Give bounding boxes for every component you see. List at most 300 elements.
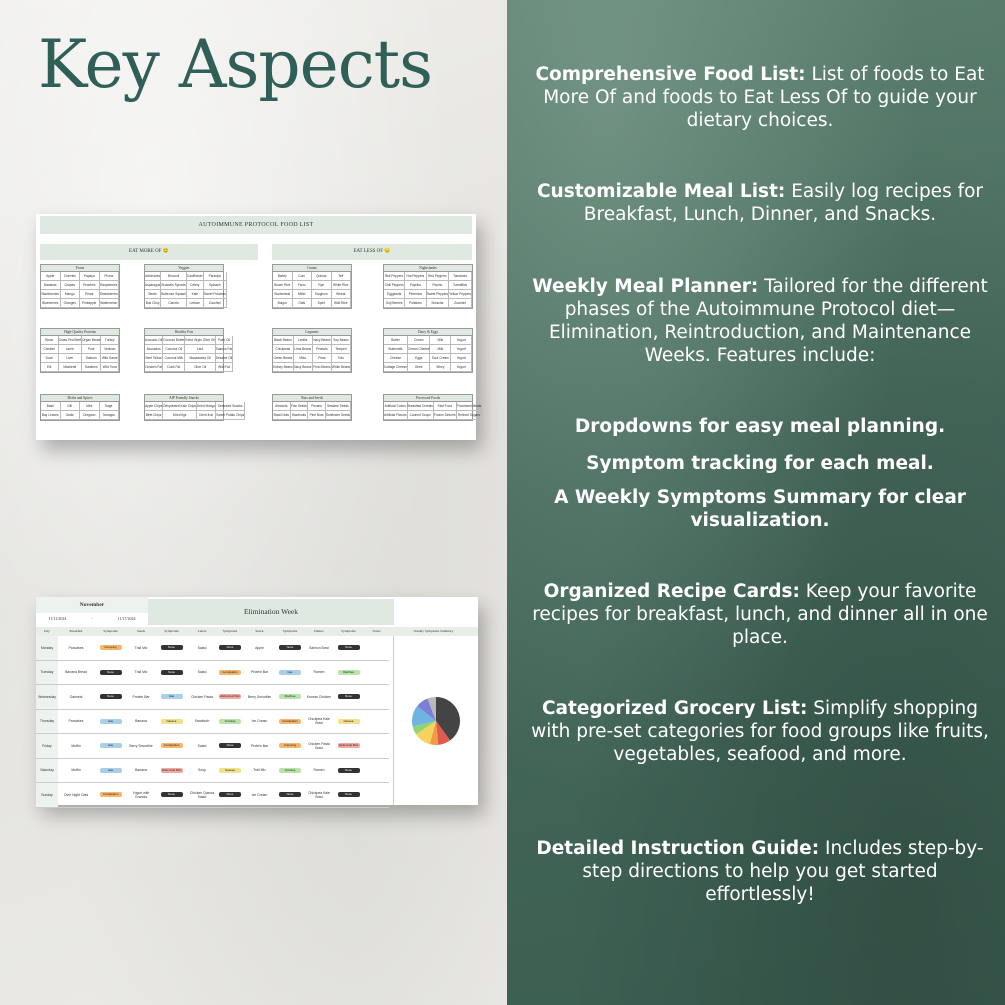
- food-item: Tarragon: [100, 411, 120, 420]
- feature-grocery-list: Categorized Grocery List: Simplify shopping with pre-set categories for food groups like fruits, vegetables, seafood, and more.: [531, 698, 989, 765]
- food-item: Macadamia Oil: [185, 354, 215, 363]
- food-category-title: Veggies: [145, 265, 223, 272]
- meal-cell[interactable]: Protein Bar: [251, 743, 268, 748]
- symptom-dropdown[interactable]: Gas: [279, 670, 301, 675]
- food-item: Canned Soups: [408, 411, 434, 420]
- symptom-dropdown[interactable]: None: [100, 694, 122, 699]
- symptom-dropdown[interactable]: Cramping: [279, 743, 301, 748]
- planner-row: [36, 783, 389, 808]
- date-end: 11/17/2024: [117, 616, 136, 621]
- food-item: Salmon Fat: [216, 345, 233, 354]
- symptom-dropdown[interactable]: Gas: [161, 694, 183, 699]
- planner-row: [36, 685, 389, 710]
- food-item: Papaya: [80, 272, 100, 281]
- food-item: Chili Peppers: [384, 281, 405, 290]
- food-category-title: Fruits: [41, 265, 119, 272]
- meal-cell[interactable]: Chicken Quinoa Salad: [189, 790, 215, 799]
- symptom-dropdown[interactable]: Gas: [100, 768, 122, 773]
- food-item: Pine Nuts: [308, 411, 326, 420]
- symptom-dropdown[interactable]: Nausea: [219, 768, 241, 773]
- food-category-title: High-Quality Proteins: [41, 329, 119, 336]
- food-item: Artichokes: [145, 272, 161, 281]
- symptom-cell: [275, 694, 305, 699]
- food-item: Lard: [185, 345, 215, 354]
- weekly-symptoms-summary: [393, 636, 478, 805]
- food-item: Garlic: [61, 411, 81, 420]
- planner-day: Wednesday: [36, 685, 58, 709]
- food-item: Potatoes: [405, 299, 426, 308]
- symptom-cell: [155, 768, 188, 773]
- symptom-dropdown[interactable]: Diarrhea: [338, 670, 360, 675]
- food-list-header: AUTOIMMUNE PROTOCOL FOOD LIST: [40, 216, 472, 234]
- food-item: Brazil Nuts: [273, 411, 291, 420]
- food-item: Paprika: [405, 281, 426, 290]
- symptom-dropdown[interactable]: Nausea: [338, 719, 360, 724]
- food-item: Sorghum: [312, 290, 332, 299]
- meal-cell[interactable]: Muffin: [71, 768, 81, 773]
- symptom-cell: [333, 694, 364, 699]
- meal-cell[interactable]: Apple: [255, 645, 264, 650]
- food-item: Dill: [61, 402, 81, 411]
- planner-column-header: Symptoms: [164, 629, 179, 633]
- symptom-cell: [155, 670, 188, 675]
- food-item: Corn: [293, 272, 313, 281]
- food-category: [272, 394, 352, 421]
- food-item: Cream Cheese: [408, 345, 430, 354]
- planner-column-header: Symptoms: [282, 629, 298, 633]
- meal-cell[interactable]: Salad: [197, 645, 207, 650]
- food-item: Coconut Oil: [163, 345, 185, 354]
- food-item: Refined Sugars: [457, 411, 483, 420]
- food-category: [40, 394, 120, 421]
- symptom-dropdown[interactable]: Abdominal Pain: [161, 767, 182, 772]
- meal-cell[interactable]: Oatmeal: [69, 694, 83, 699]
- meal-cell[interactable]: Over Night Oats: [63, 792, 89, 797]
- food-item: Bell Peppers: [384, 272, 405, 281]
- food-category: [383, 394, 482, 421]
- food-item: Cherries: [61, 272, 81, 281]
- symptom-dropdown[interactable]: Gas: [100, 719, 122, 724]
- food-item: Milk: [430, 345, 451, 354]
- planner-row: [36, 636, 389, 661]
- food-item: Sour Cream: [430, 354, 451, 363]
- food-item: Salmon: [82, 354, 101, 363]
- planner-column-header: Lunch: [197, 629, 207, 633]
- eat-less-header: EAT LESS OF 😞: [272, 244, 472, 260]
- food-item: Venison: [101, 345, 119, 354]
- food-item: Cream: [408, 336, 430, 345]
- food-category-title: Herbs and Spices: [41, 395, 119, 402]
- planner-day: Friday: [36, 734, 58, 758]
- food-item: Beet Chips: [145, 411, 163, 420]
- meal-cell[interactable]: Chickpea Kale Bowl: [308, 790, 330, 799]
- planner-column-header: Symptoms: [341, 629, 356, 633]
- symptom-cell: [275, 792, 305, 797]
- meal-cell[interactable]: Muffin: [71, 743, 81, 748]
- food-item: Hazelnuts: [291, 411, 309, 420]
- meal-cell[interactable]: Banana: [135, 768, 147, 773]
- food-item: Mackerel: [59, 363, 83, 372]
- food-item: Wheat: [332, 290, 352, 299]
- food-item: Pinto Beans: [313, 363, 332, 372]
- symptom-cell: [275, 768, 305, 773]
- planner-column-header: Breakfast: [69, 629, 83, 633]
- page-title: Key Aspects: [38, 26, 433, 103]
- symptom-cell: [155, 645, 188, 650]
- food-item: Barley: [273, 272, 293, 281]
- planner-row: [36, 710, 389, 735]
- food-item: Flax Seeds: [291, 402, 309, 411]
- food-item: Organ Meats: [82, 336, 101, 345]
- symptom-dropdown[interactable]: Constipation: [219, 670, 241, 675]
- meal-cell[interactable]: Salad: [197, 670, 207, 675]
- food-category-title: Healthy Fats: [145, 329, 223, 336]
- symptom-cell: [216, 743, 244, 748]
- feature-meal-planner: Weekly Meal Planner: Tailored for the different phases of the Autoimmune Protocol diet—Elimination, Reintroduction, and Maintenance Weeks. Features include:: [532, 276, 988, 366]
- food-item: Brussels Sprouts: [161, 281, 187, 290]
- meal-cell[interactable]: Ice Cream: [251, 719, 268, 724]
- planner-column-header: Symptoms: [222, 629, 238, 633]
- food-item: Red Peppers: [427, 272, 450, 281]
- feature-meal-list: Customizable Meal List: Easily log recipes for Breakfast, Lunch, Dinner, and Snacks.: [536, 181, 984, 225]
- food-category-title: Grains: [273, 265, 351, 272]
- symptom-cell: [94, 645, 127, 650]
- food-item: Sesame Seeds: [326, 402, 351, 411]
- meal-cell[interactable]: Protein Bar: [132, 694, 150, 699]
- food-item: Dried figs: [163, 411, 197, 420]
- planner-dates: [36, 613, 148, 625]
- meal-cell[interactable]: Korean Chicken: [306, 694, 332, 699]
- symptom-dropdown[interactable]: None: [279, 645, 301, 650]
- food-item: Yogurt: [451, 354, 472, 363]
- food-item: Fast Food: [434, 402, 457, 411]
- food-item: Asparagus: [145, 281, 161, 290]
- food-item: Broccoli: [161, 272, 187, 281]
- food-category-title: AIP Friendly Snacks: [145, 395, 223, 402]
- symptom-cell: [94, 719, 127, 724]
- food-item: Zucchini: [204, 299, 227, 308]
- symptom-cell: [155, 719, 188, 724]
- food-item: Grass-Fed Beef: [59, 336, 83, 345]
- symptom-cell: [94, 743, 127, 748]
- food-item: Pimentos: [405, 290, 426, 299]
- symptom-dropdown[interactable]: None: [338, 768, 360, 773]
- planner-column-header: Dinner: [314, 629, 324, 633]
- symptom-cell: [155, 694, 188, 699]
- symptom-dropdown[interactable]: None: [279, 792, 301, 797]
- date-start: 11/11/2024: [48, 616, 67, 621]
- food-item: Wild Rice: [332, 299, 352, 308]
- planner-column-header: Symptoms: [103, 629, 118, 633]
- eat-more-header: EAT MORE OF 😊: [40, 244, 258, 260]
- food-item: Millet: [293, 290, 313, 299]
- symptom-cell: [94, 768, 127, 773]
- food-item: Oranges: [61, 299, 81, 308]
- meal-cell[interactable]: Trail Mix: [134, 645, 148, 650]
- symptom-dropdown[interactable]: Constipation: [100, 792, 122, 797]
- food-item: White Beans: [332, 363, 351, 372]
- symptom-dropdown[interactable]: Abdominal Pain: [220, 694, 240, 699]
- food-item: Teff: [332, 272, 352, 281]
- food-item: Eggplants: [384, 290, 405, 299]
- food-category: [40, 264, 120, 309]
- food-item: Bok Choy: [145, 299, 161, 308]
- food-item: Lettuce: [187, 299, 204, 308]
- symptom-dropdown[interactable]: Gas: [100, 743, 122, 748]
- food-item: Buckwheat: [273, 290, 293, 299]
- food-item: Cheese: [384, 354, 408, 363]
- food-item: Wild Game: [101, 354, 119, 363]
- food-item: Pecans: [308, 402, 326, 411]
- planner-column-header: Weekly Symptoms Summary: [413, 629, 454, 633]
- food-item: Processed Meats: [457, 402, 483, 411]
- symptom-cell: [333, 670, 364, 675]
- meal-cell[interactable]: Berry Smoothie: [247, 694, 272, 699]
- food-item: Chickpeas: [273, 345, 294, 354]
- symptom-cell: [333, 645, 364, 650]
- food-item: Apple Chips: [145, 402, 163, 411]
- food-category: [40, 328, 120, 373]
- food-item: Liver: [59, 354, 83, 363]
- meal-cell[interactable]: Banana Bread: [65, 670, 87, 675]
- food-item: Bison: [41, 336, 59, 345]
- symptom-dropdown[interactable]: Cramping: [100, 645, 122, 650]
- food-item: Green Beans: [273, 354, 294, 363]
- food-item: Hot Peppers: [405, 272, 426, 281]
- food-item: Pineapple: [80, 299, 100, 308]
- symptom-dropdown[interactable]: None: [338, 792, 360, 797]
- planner-week-title: Elimination Week: [148, 599, 394, 625]
- meal-cell[interactable]: Ramen: [313, 768, 325, 773]
- symptom-dropdown[interactable]: None: [161, 792, 183, 797]
- symptom-dropdown[interactable]: None: [219, 645, 241, 650]
- symptom-dropdown[interactable]: Constipation: [279, 719, 301, 724]
- food-item: Peanuts: [313, 345, 332, 354]
- symptom-dropdown[interactable]: Abdominal Pain: [338, 743, 359, 748]
- meal-cell[interactable]: Ramen: [313, 670, 325, 675]
- food-item: Coconut Milk: [163, 354, 185, 363]
- food-item: Farro: [293, 281, 313, 290]
- symptom-dropdown[interactable]: Constipation: [161, 743, 183, 748]
- meal-cell[interactable]: Soup: [198, 768, 206, 773]
- symptom-dropdown[interactable]: Nausea: [161, 719, 183, 724]
- symptom-cell: [333, 719, 364, 724]
- food-item: Spelt: [312, 299, 332, 308]
- food-item: Sunflower Seeds: [326, 411, 351, 420]
- date-separator: -: [91, 616, 93, 621]
- symptom-cell: [275, 719, 305, 724]
- symptom-cell: [216, 645, 244, 650]
- food-list-screenshot: [36, 214, 482, 440]
- symptom-cell: [155, 792, 188, 797]
- food-item: Blackberries: [41, 290, 61, 299]
- food-item: Artificial Colors: [384, 402, 408, 411]
- meal-cell[interactable]: Pancakes: [68, 719, 84, 724]
- food-item: Coconut Butter: [163, 336, 185, 345]
- food-item: Blueberries: [41, 299, 61, 308]
- meal-cell[interactable]: Pancakes: [68, 645, 84, 650]
- food-item: Extra Virgin Olive Oil: [185, 336, 215, 345]
- meal-cell[interactable]: Chickpea Kale Bowl: [308, 717, 330, 726]
- food-item: Bulgur: [273, 299, 293, 308]
- food-item: Grapes: [61, 281, 81, 290]
- symptom-cell: [275, 670, 305, 675]
- symptom-cell: [216, 768, 244, 773]
- meal-cell[interactable]: Salad: [197, 743, 207, 748]
- food-item: Wild Tuna: [101, 363, 119, 372]
- sub-feature-symptom-tracking: Symptom tracking for each meal.: [586, 453, 934, 474]
- food-item: Yellow Peppers: [449, 290, 472, 299]
- food-item: Cottage Cheese: [384, 363, 408, 372]
- food-item: Parsnips: [204, 272, 227, 281]
- food-item: Chicken: [41, 345, 59, 354]
- food-item: Zucchini: [449, 299, 472, 308]
- planner-column-header: Day: [44, 629, 50, 633]
- food-item: Yogurt: [451, 363, 472, 372]
- symptom-dropdown[interactable]: None: [161, 645, 183, 650]
- food-item: Duck Fat: [163, 363, 185, 372]
- food-category: [272, 264, 352, 309]
- symptom-cell: [216, 719, 244, 724]
- food-category: [144, 328, 233, 373]
- symptom-cell: [333, 743, 364, 748]
- planner-day: Monday: [36, 636, 58, 660]
- food-item: Watermelon: [100, 299, 120, 308]
- food-item: Almonds: [273, 402, 291, 411]
- meal-cell[interactable]: Salmon Bowl: [309, 645, 329, 650]
- feature-instruction-guide: Detailed Instruction Guide: Includes step-by-step directions to help you get started effortlessly!: [536, 838, 984, 905]
- food-item: Navy Beans: [313, 336, 332, 345]
- food-item: Yogurt: [451, 345, 472, 354]
- food-category-title: Nuts and Seeds: [273, 395, 351, 402]
- food-category-title: Nightshades: [384, 265, 472, 272]
- food-item: Eggs: [408, 354, 430, 363]
- symptom-dropdown[interactable]: None: [338, 645, 360, 650]
- feature-food-list: Comprehensive Food List: List of foods to Eat More Of and foods to Eat Less Of to guide your dietary choices.: [535, 64, 985, 131]
- food-item: Sardines: [82, 363, 101, 372]
- meal-cell[interactable]: Berry Smoothie: [129, 743, 153, 748]
- food-item: Bananas: [41, 281, 61, 290]
- food-category: [383, 328, 473, 373]
- food-category: [272, 328, 352, 373]
- meal-cell[interactable]: Chicken Pasta Bowl: [308, 741, 330, 750]
- planner-row: [36, 734, 389, 759]
- food-item: Peaches: [80, 281, 100, 290]
- food-item: Beets: [145, 290, 161, 299]
- food-item: Avocados: [145, 345, 163, 354]
- food-item: Olive Oil: [185, 363, 215, 372]
- food-category-title: Processed Foods: [384, 395, 472, 402]
- food-category-title: Legumes: [273, 329, 351, 336]
- food-item: Pork: [82, 345, 101, 354]
- planner-day: Tuesday: [36, 661, 58, 685]
- food-item: Butternut Squash: [161, 290, 187, 299]
- food-item: Carrots: [161, 299, 187, 308]
- food-item: Basil: [41, 402, 61, 411]
- symptom-dropdown[interactable]: None: [161, 670, 183, 675]
- food-item: Sage: [100, 402, 120, 411]
- food-item: Raspberries: [100, 281, 120, 290]
- meal-cell[interactable]: Chicken Pasta: [191, 694, 213, 699]
- food-item: Strawberries: [100, 290, 120, 299]
- right-panel: [507, 0, 1005, 1005]
- food-category-title: Dairy & Eggs: [384, 329, 472, 336]
- food-item: Dehydrated Kale Chips: [163, 402, 197, 411]
- food-item: Chicken Fat: [145, 363, 163, 372]
- planner-column-header: Notes: [372, 629, 381, 633]
- meal-cell[interactable]: Sandwich: [194, 719, 210, 724]
- food-item: Dried fruit: [197, 411, 216, 420]
- food-item: Beef Tallow: [145, 354, 163, 363]
- food-item: Tempeh: [332, 345, 351, 354]
- food-item: Seaweed Snacks: [216, 402, 245, 411]
- food-item: Tomatillos: [449, 281, 472, 290]
- planner-day: Thursday: [36, 710, 58, 734]
- food-item: Plums: [100, 272, 120, 281]
- food-item: Pears: [80, 290, 100, 299]
- symptom-cell: [333, 768, 364, 773]
- meal-cell[interactable]: Protein Bar: [251, 670, 268, 675]
- food-item: Black Beans: [273, 336, 294, 345]
- food-item: Tomatoes: [449, 272, 472, 281]
- symptom-cell: [155, 743, 188, 748]
- food-category: [144, 264, 224, 309]
- food-item: Navy Beans: [294, 363, 313, 372]
- symptom-dropdown[interactable]: None: [338, 694, 360, 699]
- symptom-dropdown[interactable]: None: [219, 792, 241, 797]
- symptom-dropdown[interactable]: Vomiting: [219, 719, 241, 724]
- symptom-cell: [94, 694, 127, 699]
- planner-rows: [36, 636, 389, 808]
- food-category: [144, 394, 245, 421]
- symptom-cell: [216, 694, 244, 699]
- symptom-cell: [216, 670, 244, 675]
- food-item: Sriracha: [427, 299, 450, 308]
- symptoms-pie-chart: [394, 691, 479, 751]
- symptom-dropdown[interactable]: None: [100, 670, 122, 675]
- food-item: Wild Fat: [216, 363, 233, 372]
- planner-month: November: [36, 597, 148, 613]
- food-item: Ghee: [408, 363, 430, 372]
- food-item: Pepino: [427, 281, 450, 290]
- food-item: Yogurt: [451, 336, 472, 345]
- food-item: Breakfast Cereals: [408, 402, 434, 411]
- food-item: Soy Beans: [332, 336, 351, 345]
- meal-cell[interactable]: Ice Cream: [251, 792, 268, 797]
- food-item: Butter: [384, 336, 408, 345]
- food-item: Mint: [80, 402, 100, 411]
- symptom-dropdown[interactable]: None: [219, 743, 241, 748]
- food-item: Quinoa: [312, 272, 332, 281]
- symptom-cell: [94, 670, 127, 675]
- feature-recipe-cards: Organized Recipe Cards: Keep your favorite recipes for breakfast, lunch, and dinner all in one place.: [532, 581, 988, 648]
- meal-cell[interactable]: Trail Mix: [253, 768, 266, 773]
- symptom-dropdown[interactable]: Vomiting: [279, 768, 301, 773]
- food-item: Sweet Potatoes: [204, 290, 227, 299]
- meal-cell[interactable]: Banana: [135, 719, 147, 724]
- food-item: Lima Beans: [294, 345, 313, 354]
- symptom-cell: [94, 792, 127, 797]
- meal-cell[interactable]: Trail Mix: [134, 670, 148, 675]
- planner-day: Saturday: [36, 759, 58, 783]
- food-item: Milk: [430, 336, 451, 345]
- food-item: Turkey: [101, 336, 119, 345]
- symptom-dropdown[interactable]: Diarrhea: [279, 694, 301, 699]
- food-item: Brown Rice: [273, 281, 293, 290]
- food-item: Dried Mango: [197, 402, 216, 411]
- meal-cell[interactable]: Yogurt with Granola: [132, 790, 150, 799]
- food-item: Goji Berries: [384, 299, 405, 308]
